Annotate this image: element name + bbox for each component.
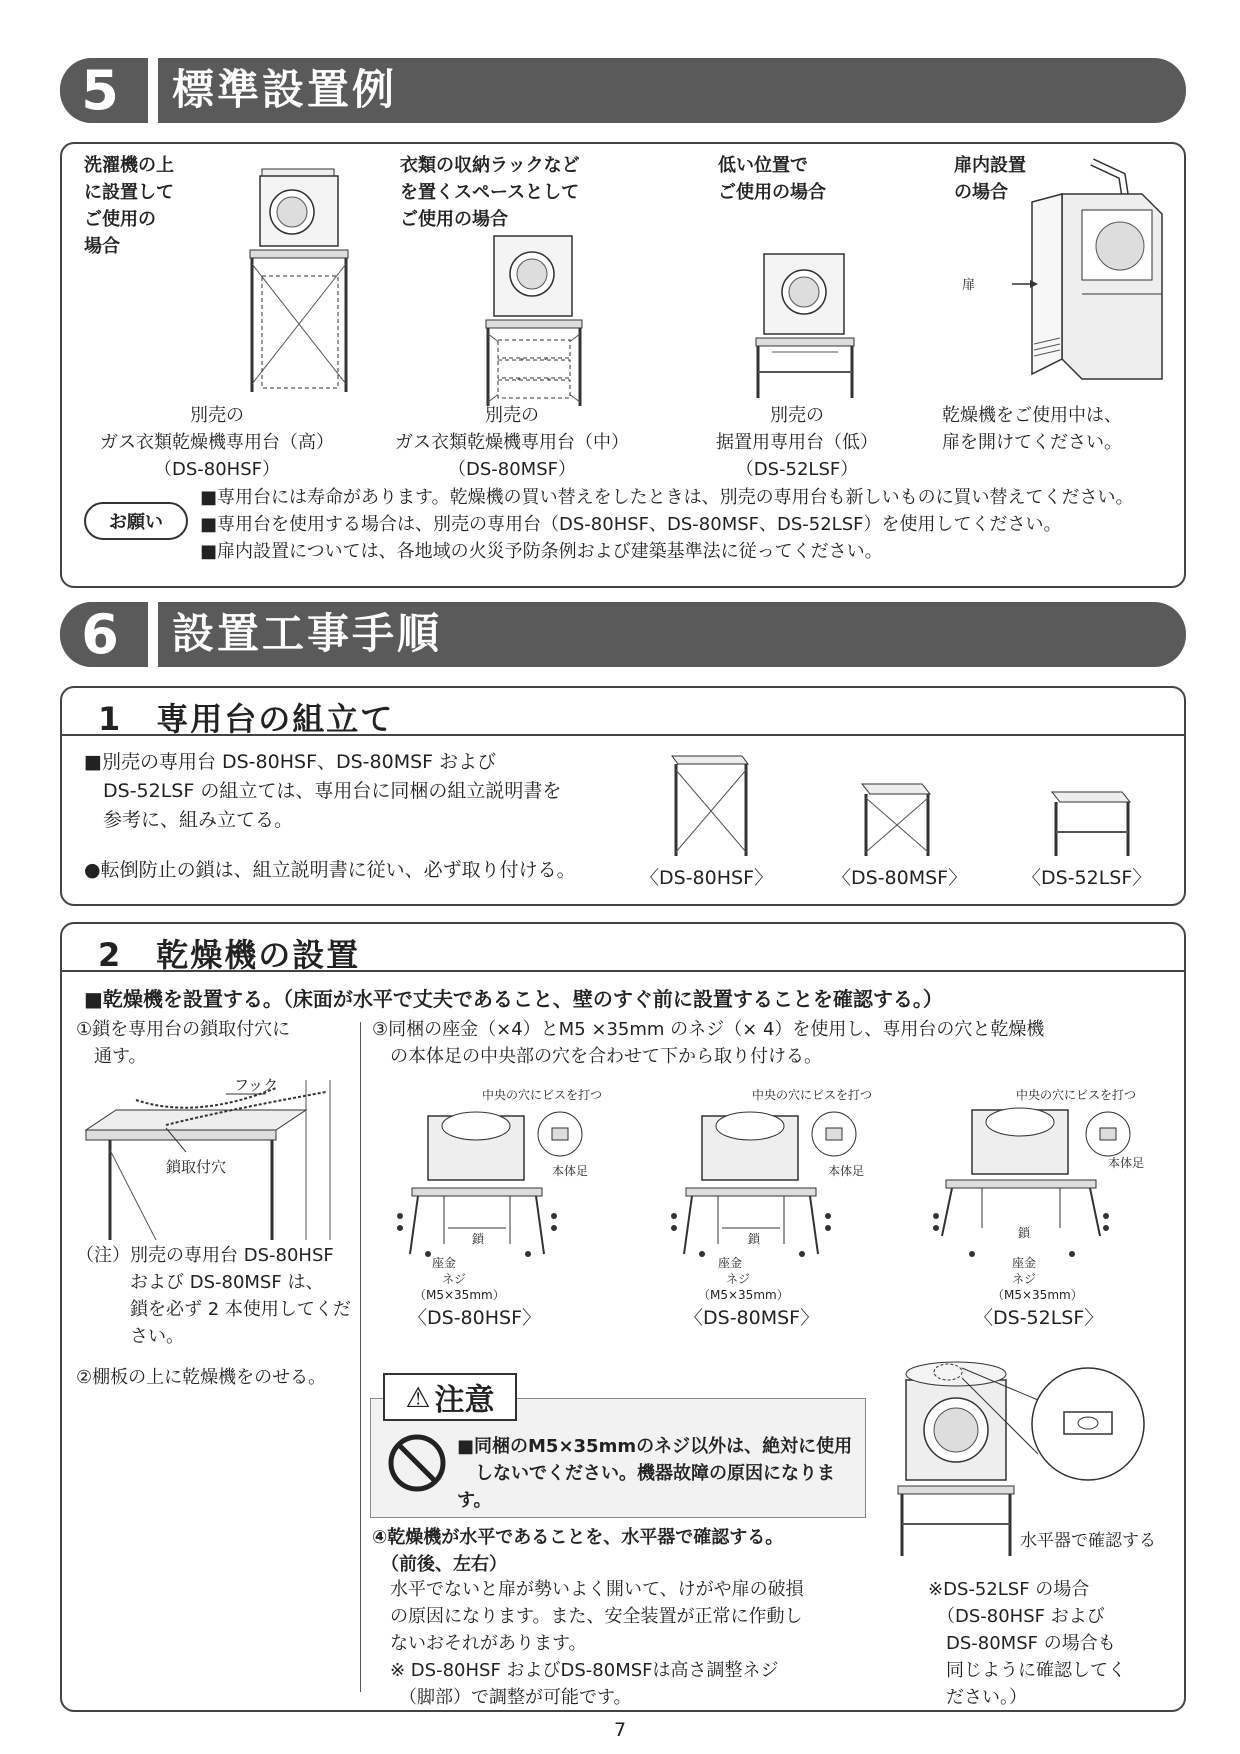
request-item: ■専用台には寿命があります。乾燥機の買い替えをしたときは、別売の専用台も新しいものに買い替えてください。 — [200, 487, 1134, 508]
caution-box — [370, 1380, 866, 1518]
screw-label: ネジ — [1012, 1272, 1037, 1286]
foot-label: 本体足 — [552, 1164, 589, 1178]
installation-examples-box — [60, 142, 1186, 588]
step-1-text: ■別売の専用台 DS-80HSF、DS-80MSF および DS-52LSF の組立ては、専用台に同梱の組立説明書を 参考に、組み立てる。 — [84, 751, 562, 831]
side-note: ※DS-52LSF の場合 （DS-80HSF および DS-80MSF の場合も 同じように確認してく ださい。） — [928, 1579, 1126, 1708]
caution-text: ■同梱のM5×35mmのネジ以外は、絶対に使用 しないでください。機器故障の原因になります。 — [457, 1436, 853, 1511]
stand-high-illustration — [192, 164, 362, 414]
column-divider — [360, 1022, 361, 1692]
caution-title: 注意 — [434, 1383, 495, 1418]
example-2-label: 衣類の収納ラックなど を置くスペースとして ご使用の場合 — [400, 155, 580, 230]
stand-label-mid: 〈DS-80MSF〉 — [832, 867, 968, 889]
assembly-stands-illustration — [662, 752, 1182, 862]
request-badge: お願い — [84, 502, 188, 540]
header-separator — [148, 602, 158, 667]
screw-center-label: 中央の穴にビスを打つ — [1016, 1088, 1137, 1102]
stand-label-high: 〈DS-80HSF〉 — [640, 867, 774, 889]
step-2-box — [60, 922, 1186, 1712]
example-2-caption: 別売の ガス衣類乾燥機専用台（中） （DS-80MSF） — [395, 405, 629, 480]
screw-size-label: （M5×35mm） — [698, 1288, 789, 1302]
step-2-title: 2 乾燥機の設置 — [98, 936, 361, 974]
washer-label: 座金 — [432, 1256, 457, 1270]
header-separator — [148, 58, 158, 123]
stand-low-illustration — [752, 252, 872, 412]
section-6-number: 6 — [60, 602, 140, 667]
example-1-caption: 別売の ガス衣類乾燥機専用台（高） （DS-80HSF） — [100, 405, 334, 480]
example-4-label: 扉内設置 の場合 — [954, 155, 1026, 203]
step-1-header — [62, 688, 1184, 736]
screw-center-label: 中央の穴にビスを打つ — [752, 1088, 873, 1102]
step-1-chain-note: ●転倒防止の鎖は、組立説明書に従い、必ず取り付ける。 — [84, 859, 576, 881]
section-5-header — [60, 58, 1186, 123]
step-2-lead: ■乾燥機を設置する。（床面が水平で丈夫であること、壁のすぐ前に設置することを確認する。） — [84, 987, 943, 1011]
hook-label: フック — [234, 1076, 278, 1094]
section-5-number: 5 — [60, 58, 140, 123]
model-label-high: 〈DS-80HSF〉 — [408, 1307, 542, 1329]
step-2-header — [62, 924, 1184, 972]
example-3-label: 低い位置で ご使用の場合 — [718, 155, 826, 203]
mount-diagram-mid — [662, 1104, 902, 1274]
step-d-title: ④乾燥機が水平であることを、水平器で確認する。 （前後、左右） — [372, 1527, 784, 1575]
stand-label-low: 〈DS-52LSF〉 — [1022, 867, 1152, 889]
model-label-low: 〈DS-52LSF〉 — [974, 1307, 1104, 1329]
foot-label: 本体足 — [1108, 1156, 1145, 1170]
screw-size-label: （M5×35mm） — [414, 1288, 505, 1302]
step-a-text: ①鎖を専用台の鎖取付穴に 通す。 — [76, 1019, 291, 1067]
chain-hole-label: 鎖取付穴 — [166, 1158, 227, 1176]
step-b-text: ②棚板の上に乾燥機をのせる。 — [76, 1367, 327, 1388]
step-c-text: ③同梱の座金（×4）とM5 ×35mm のネジ（× 4）を使用し、専用台の穴と乾燥機 の本体足の中央部の穴を合わせて下から取り付ける。 — [372, 1019, 1045, 1067]
chain-label: 鎖 — [748, 1232, 761, 1246]
chain-label: 鎖 — [1018, 1226, 1031, 1240]
section-6-header — [60, 602, 1186, 667]
step-d-text: 水平でないと扉が勢いよく開いて、けがや扉の破損 の原因になります。また、安全装置が正常に作動し ないおそれがあります。 ※ DS-80HSF およびDS-80MSFは高さ調整ネジ （脚部）で調整が可能です。 — [389, 1579, 804, 1708]
step-1-box — [60, 686, 1186, 906]
section-6-title: 設置工事手順 — [172, 609, 443, 658]
screw-label: ネジ — [442, 1272, 467, 1286]
door-label: 扉 — [962, 278, 976, 293]
screw-label: ネジ — [726, 1272, 751, 1286]
stand-mid-illustration — [482, 234, 632, 414]
request-item: ■専用台を使用する場合は、別売の専用台（DS-80HSF、DS-80MSF、DS-52LSF）を使用してください。 — [200, 514, 1062, 535]
example-1-label: 洗濯機の上 に設置して ご使用の 場合 — [84, 155, 174, 257]
washer-label: 座金 — [718, 1256, 743, 1270]
warning-triangle-icon: ⚠ — [405, 1380, 431, 1414]
request-list — [200, 484, 1180, 565]
example-4-caption: 乾燥機をご使用中は、 扉を開けてください。 — [942, 405, 1122, 453]
mount-diagram-high — [388, 1104, 628, 1274]
mount-diagram-low — [932, 1104, 1172, 1274]
level-label: 水平器で確認する — [1020, 1531, 1156, 1551]
cabinet-install-illustration — [1022, 154, 1172, 384]
chain-label: 鎖 — [472, 1232, 485, 1246]
page-number: 7 — [613, 1719, 627, 1741]
caution-label — [383, 1373, 517, 1421]
foot-label: 本体足 — [828, 1164, 865, 1178]
model-label-mid: 〈DS-80MSF〉 — [684, 1307, 820, 1329]
screw-center-label: 中央の穴にビスを打つ — [482, 1088, 603, 1102]
request-item: ■扉内設置については、各地域の火災予防条例および建築基準法に従ってください。 — [200, 541, 883, 562]
double-chain-note: （注）別売の専用台 DS-80HSF および DS-80MSF は、 鎖を必ず 2 本使用してくだ さい。 — [76, 1245, 351, 1347]
washer-label: 座金 — [1012, 1256, 1037, 1270]
screw-size-label: （M5×35mm） — [992, 1288, 1083, 1302]
step-1-title: 1 専用台の組立て — [98, 700, 395, 738]
example-3-caption: 別売の 据置用専用台（低） （DS-52LSF） — [716, 405, 878, 480]
request-area — [62, 480, 1182, 580]
prohibited-icon — [387, 1433, 447, 1493]
section-5-title: 標準設置例 — [172, 65, 398, 114]
